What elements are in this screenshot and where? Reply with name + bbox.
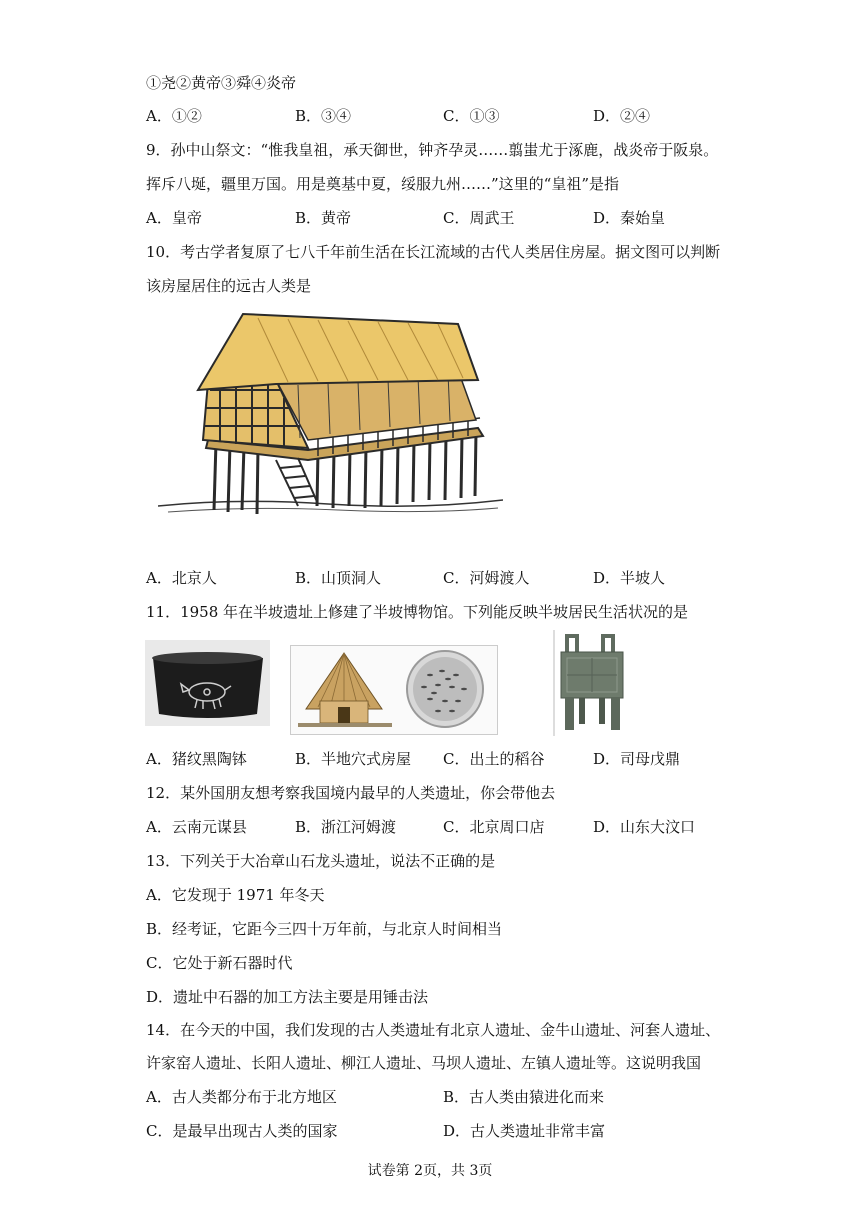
q9-stem-line2: 挥斥八埏，疆里万国。用是奠基中夏，绥服九州……”这里的“皇祖”是指 [146,175,620,193]
q10-option-b: B．山顶洞人 [295,569,382,587]
q8-option-a: A．①② [146,107,202,125]
q8-option-c: C．①③ [443,107,500,125]
q12-option-c: C．北京周口店 [443,818,545,836]
q11-option-a: A．猪纹黑陶钵 [146,750,247,768]
pig-pattern-pottery-bowl-image [145,640,270,726]
q10-stem-line2: 该房屋居住的远古人类是 [146,277,312,295]
q12-option-d: D．山东大汶口 [593,818,696,836]
q11-option-d: D．司母戊鼎 [593,750,681,768]
q13-stem: 13．下列关于大冶章山石龙头遗址，说法不正确的是 [146,852,496,870]
q8-option-d: D．②④ [593,107,651,125]
q10-stem-line1: 10．考古学者复原了七八千年前生活在长江流域的古代人类居住房屋。据文图可以判断 [146,243,721,261]
q9-option-b: B．黄帝 [295,209,352,227]
q13-option-c: C．它处于新石器时代 [146,954,293,972]
q12-stem: 12．某外国朋友想考察我国境内最早的人类遗址，你会带他去 [146,784,556,802]
q11-option-c: C．出土的稻谷 [443,750,545,768]
q9-option-c: C．周武王 [443,209,515,227]
q9-option-a: A．皇帝 [146,209,202,227]
q13-option-a: A．它发现于 1971 年冬天 [146,886,325,904]
q13-option-b: B．经考证，它距今三四十万年前，与北京人时间相当 [146,920,503,938]
page-footer: 试卷第 2页，共 3页 [367,1163,493,1179]
q9-stem-line1: 9．孙中山祭文：“惟我皇祖，承天御世，钟齐孕灵……翦蚩尤于涿鹿，战炎帝于阪泉。 [146,141,719,159]
q10-option-c: C．河姆渡人 [443,569,530,587]
q14-stem-line1: 14．在今天的中国，我们发现的古人类遗址有北京人遗址、金牛山遗址、河套人遗址、 [146,1021,721,1039]
q14-option-a: A．古人类都分布于北方地区 [146,1088,337,1106]
q14-option-b: B．古人类由猿进化而来 [443,1088,605,1106]
q14-stem-line2: 许家窑人遗址、长阳人遗址、柳江人遗址、马坝人遗址、左镇人遗址等。这说明我国 [146,1054,702,1072]
q12-option-b: B．浙江河姆渡 [295,818,397,836]
simuwu-ding-image [553,630,633,736]
q14-option-c: C．是最早出现古人类的国家 [146,1122,338,1140]
q11-stem: 11．1958 年在半坡遗址上修建了半坡博物馆。下列能反映半坡居民生活状况的是 [146,603,689,621]
q8-option-b: B．③④ [295,107,352,125]
stilt-house-image [158,310,503,520]
q11-option-b: B．半地穴式房屋 [295,750,412,768]
q9-option-d: D．秦始皇 [593,209,666,227]
q12-option-a: A．云南元谋县 [146,818,247,836]
semi-subterranean-house-and-rice-image [290,645,498,735]
q14-option-d: D．古人类遗址非常丰富 [443,1122,606,1140]
q10-option-a: A．北京人 [146,569,217,587]
q13-option-d: D．遗址中石器的加工方法主要是用锤击法 [146,988,429,1006]
q10-option-d: D．半坡人 [593,569,666,587]
q8-items: ①尧②黄帝③舜④炎帝 [146,74,297,92]
